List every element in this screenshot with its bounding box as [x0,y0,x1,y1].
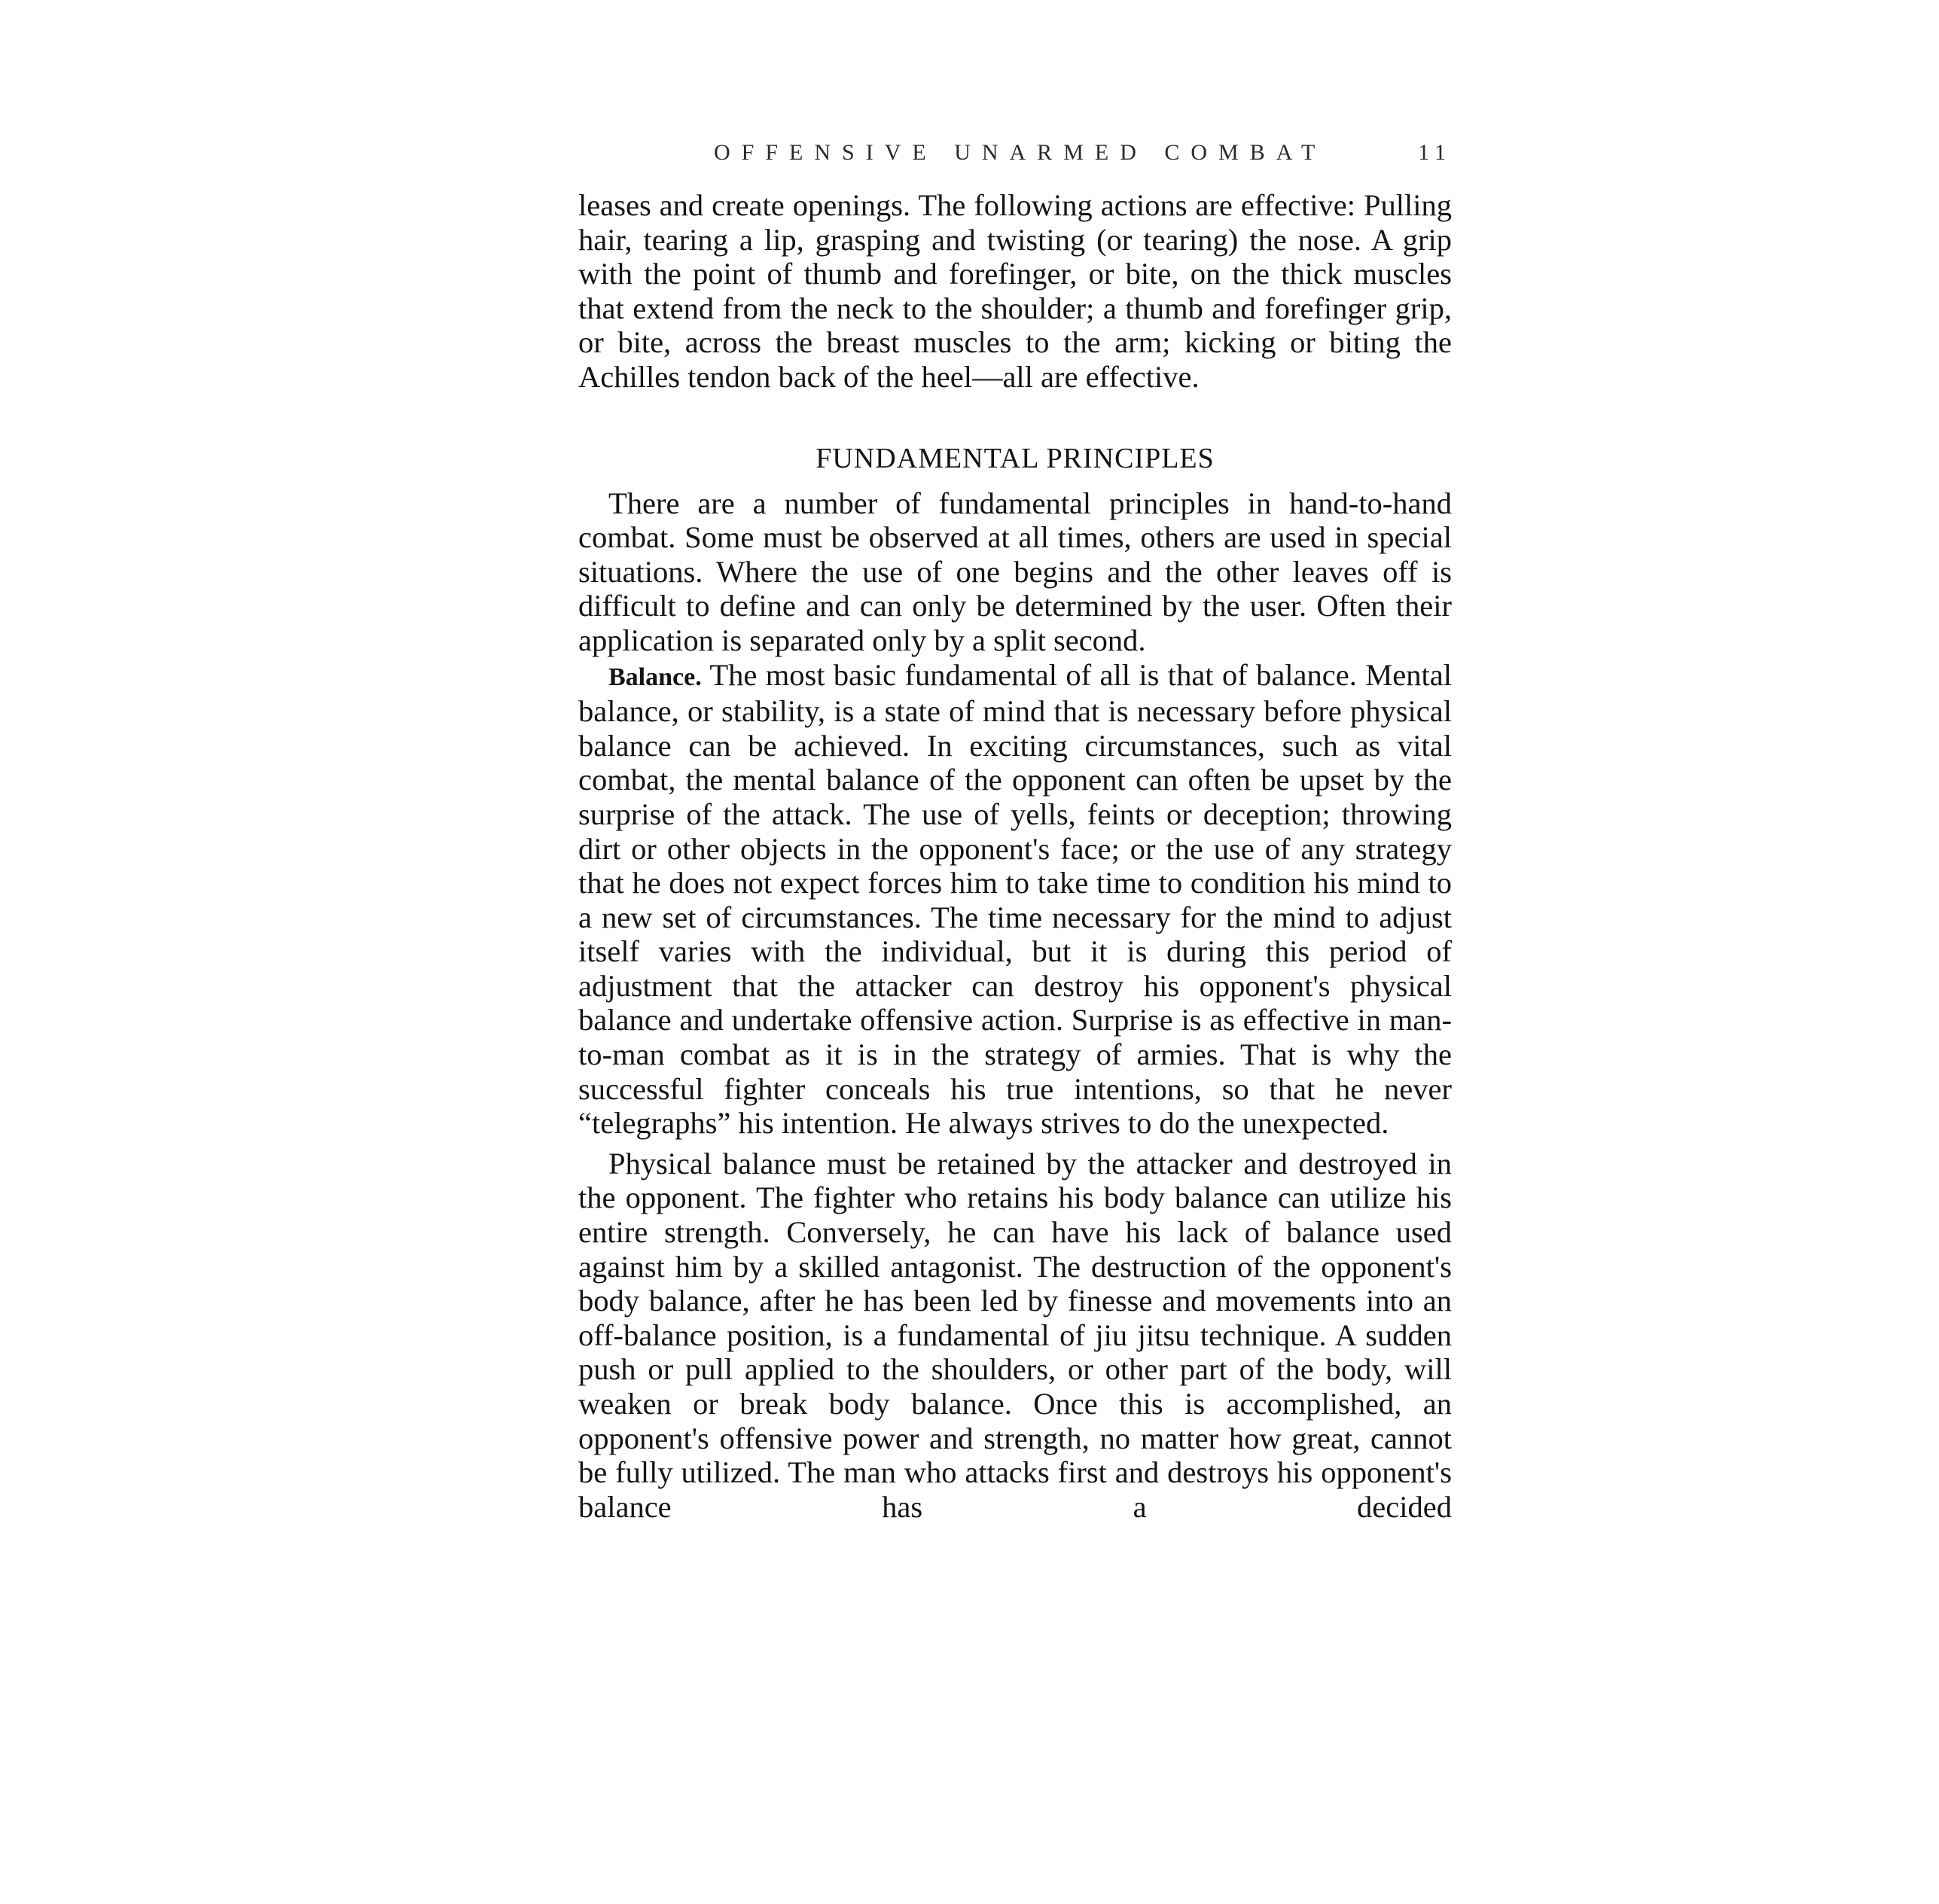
continued-paragraph: leases and create openings. The following actions are effective: Pulling hair, tearing a lip, grasping and twisting (or tearing) the nose. A grip with the point of thumb and forefinger, or bite, on the thick muscles that extend from the neck to the shoulder; a thumb and forefinger grip, or bite, across the breast muscles to the arm; kicking or biting the Achilles tendon back of the heel—all are effective. [578,188,1452,394]
balance-paragraph [578,658,1452,1141]
running-head-title: OFFENSIVE UNARMED COMBAT [714,140,1327,165]
book-page [578,134,1452,1524]
balance-run-in-heading: Balance. [608,663,702,691]
section-heading: FUNDAMENTAL PRINCIPLES [816,442,1215,474]
physical-balance-paragraph: Physical balance must be retained by the attacker and destroyed in the opponent. The fighter who retains his body balance can utilize his entire strength. Conversely, he can have his lack of balance used against him by a skilled antagonist. The destruction of the opponent's body balance, after he has been led by finesse and movements into an off-balance position, is a fundamental of jiu jitsu technique. A sudden push or pull applied to the shoulders, or other part of the body, will weaken or break body balance. Once this is accomplished, an opponent's offensive power and strength, no matter how great, cannot be fully utilized. The man who attacks first and destroys his opponent's balance has a decided [578,1146,1452,1524]
running-head [578,134,1452,172]
page-number: 11 [1418,140,1452,165]
intro-paragraph: There are a number of fundamental principles in hand-to-hand combat. Some must be observed at all times, others are used in special situations. Where the use of one begins and the other leaves off is difficult to define and can only be determined by the user. Often their application is separated only by a split second. [578,486,1452,657]
balance-text: The most basic fundamental of all is that of balance. Mental balance, or stability, is a state of mind that is necessary before physical balance can be achieved. In exciting circumstances, such as vital combat, the mental balance of the opponent can often be upset by the surprise of the attack. The use of yells, feints or deception; throwing dirt or other objects in the opponent's face; or the use of any strategy that he does not expect forces him to take time to condition his mind to a new set of circumstances. The time necessary for the mind to adjust itself varies with the individual, but it is during this period of adjustment that the attacker can destroy his opponent's physical balance and undertake offensive action. Surprise is as effective in man-to-man combat as it is in the strategy of armies. That is why the successful fighter conceals his true intentions, so that he never “telegraphs” his intention. He always strives to do the unexpected. [578,657,1452,1141]
